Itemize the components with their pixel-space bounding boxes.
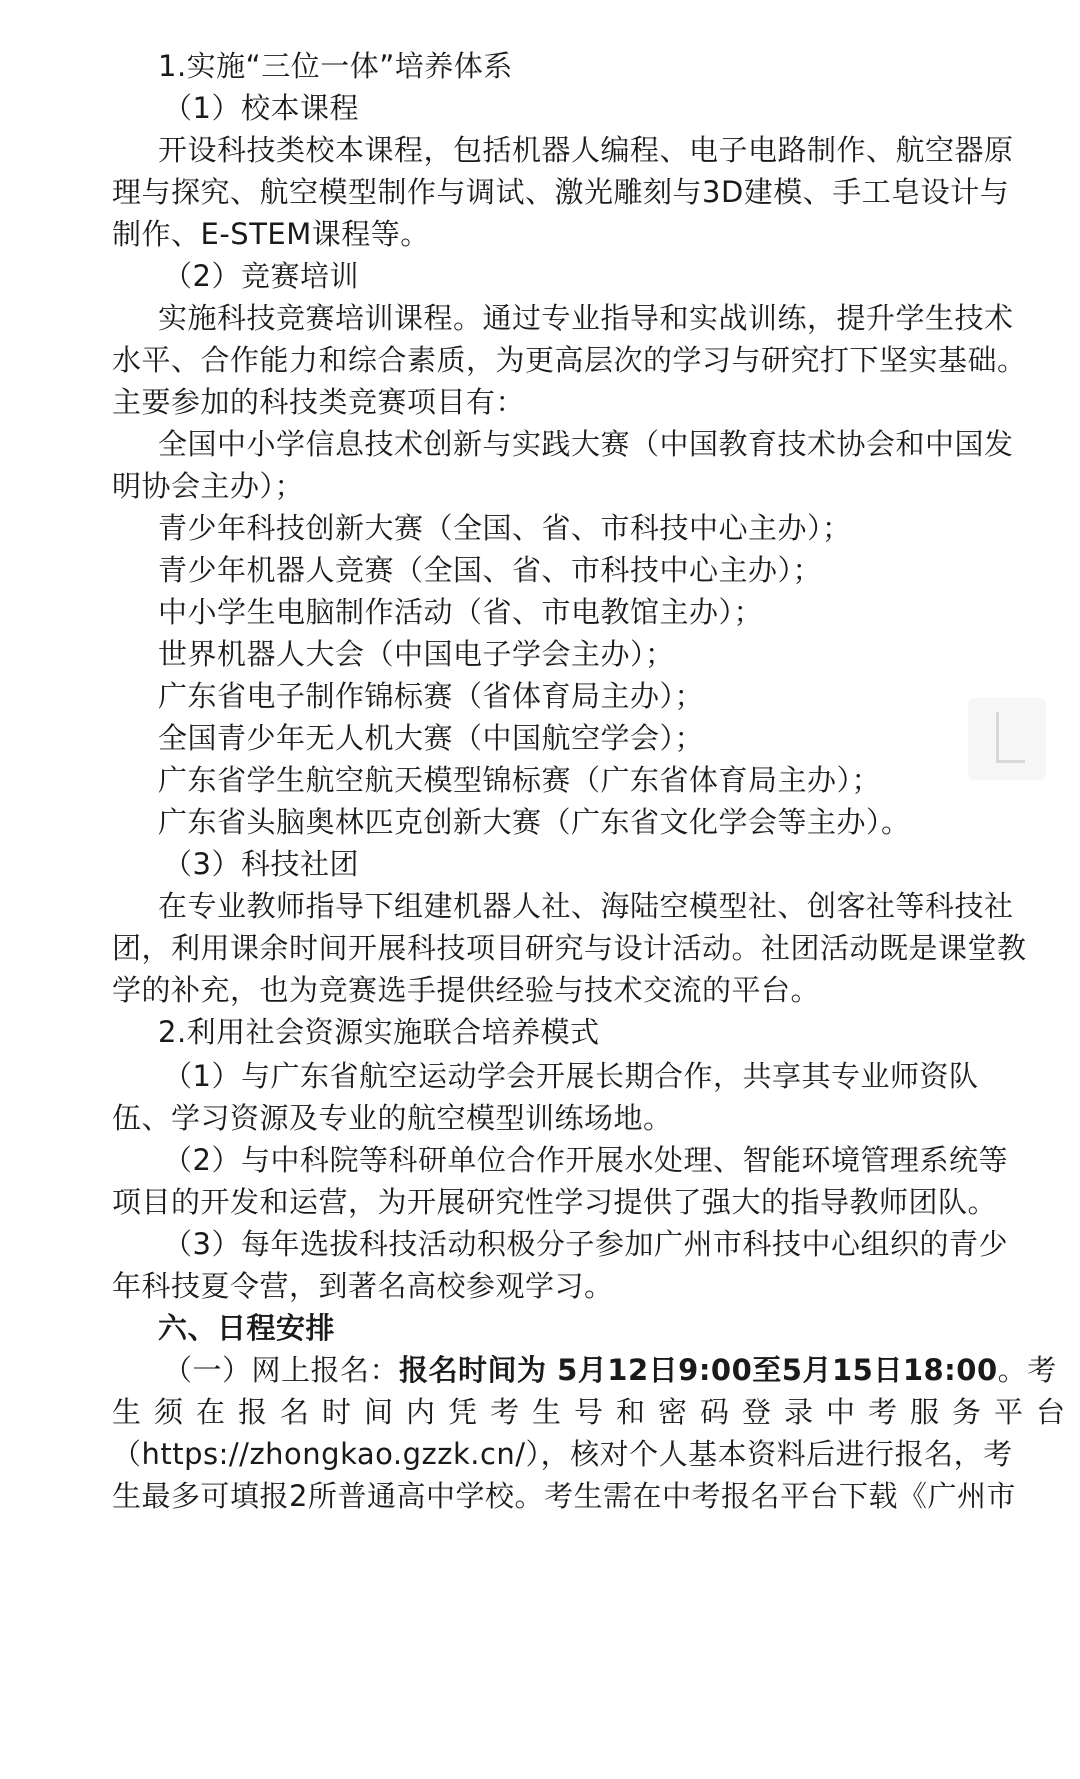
competition-item: 世界机器人大会（中国电子学会主办）； — [158, 637, 675, 671]
paragraph-line: （3）每年选拔科技活动积极分子参加广州市科技中心组织的青少 — [163, 1227, 1008, 1261]
paragraph-line: 实施科技竞赛培训课程。通过专业指导和实战训练，提升学生技术 — [158, 301, 1014, 335]
registration-line-3-text: ，核对个人基本资料后进行报名，考 — [540, 1437, 1013, 1471]
registration-prefix: （一）网上报名： — [163, 1353, 400, 1387]
competition-item: 全国青少年无人机大赛（中国航空学会）； — [158, 721, 705, 755]
paragraph-line: 理与探究、航空模型制作与调试、激光雕刻与3D建模、手工皂设计与 — [112, 175, 1010, 209]
subheading-school-courses: （1）校本课程 — [163, 91, 359, 125]
zhongkao-url: （https://zhongkao.gzzk.cn/） — [112, 1437, 541, 1471]
paragraph-line: 开设科技类校本课程，包括机器人编程、电子电路制作、航空器原 — [158, 133, 1014, 167]
paragraph-line: 年科技夏令营，到著名高校参观学习。 — [112, 1269, 614, 1303]
competition-item: 全国中小学信息技术创新与实践大赛（中国教育技术协会和中国发 — [158, 427, 1014, 461]
paragraph-line: 团，利用课余时间开展科技项目研究与设计活动。社团活动既是课堂教 — [112, 931, 1027, 965]
competition-item: 广东省学生航空航天模型锦标赛（广东省体育局主办）； — [158, 763, 882, 797]
heading-schedule: 六、日程安排 — [158, 1311, 336, 1345]
subheading-competition-training: （2）竞赛培训 — [163, 259, 359, 293]
competition-item: 广东省电子制作锦标赛（省体育局主办）； — [158, 679, 705, 713]
paragraph-line: 制作、E-STEM课程等。 — [112, 217, 430, 251]
paragraph-line: 水平、合作能力和综合素质，为更高层次的学习与研究打下坚实基础。 — [112, 343, 1027, 377]
competition-item: 青少年机器人竞赛（全国、省、市科技中心主办）； — [158, 553, 823, 587]
heading-joint-training: 2.利用社会资源实施联合培养模式 — [158, 1015, 600, 1049]
competition-item: 青少年科技创新大赛（全国、省、市科技中心主办）； — [158, 511, 852, 545]
paragraph-line: 学的补充，也为竞赛选手提供经验与技术交流的平台。 — [112, 973, 821, 1007]
competition-item: 广东省头脑奥林匹克创新大赛（广东省文化学会等主办）。 — [158, 805, 911, 839]
registration-suffix: 。考 — [997, 1353, 1057, 1387]
corner-bracket-icon — [968, 698, 1046, 780]
paragraph-line: 项目的开发和运营，为开展研究性学习提供了强大的指导教师团队。 — [112, 1185, 998, 1219]
paragraph-line: 伍、学习资源及专业的航空模型训练场地。 — [112, 1101, 673, 1135]
paragraph-line: （1）与广东省航空运动学会开展长期合作，共享其专业师资队 — [163, 1059, 979, 1093]
registration-line-1 — [163, 1346, 1057, 1394]
competition-item: 明协会主办）； — [112, 469, 305, 503]
registration-line-4: 生最多可填报2所普通高中学校。考生需在中考报名平台下载《广州市 — [112, 1479, 1016, 1513]
heading-three-in-one: 1.实施“三位一体”培养体系 — [158, 49, 513, 83]
paragraph-line: 在专业教师指导下组建机器人社、海陆空模型社、创客社等科技社 — [158, 889, 1014, 923]
competition-item: 中小学生电脑制作活动（省、市电教馆主办）； — [158, 595, 764, 629]
registration-time: 报名时间为 5月12日9:00至5月15日18:00 — [399, 1353, 998, 1387]
subheading-tech-clubs: （3）科技社团 — [163, 847, 359, 881]
registration-line-3 — [112, 1430, 1013, 1478]
registration-line-2: 生须在报名时间内凭考生号和密码登录中考服务平台 — [112, 1395, 1079, 1429]
paragraph-line: 主要参加的科技类竞赛项目有： — [112, 385, 526, 419]
paragraph-line: （2）与中科院等科研单位合作开展水处理、智能环境管理系统等 — [163, 1143, 1008, 1177]
